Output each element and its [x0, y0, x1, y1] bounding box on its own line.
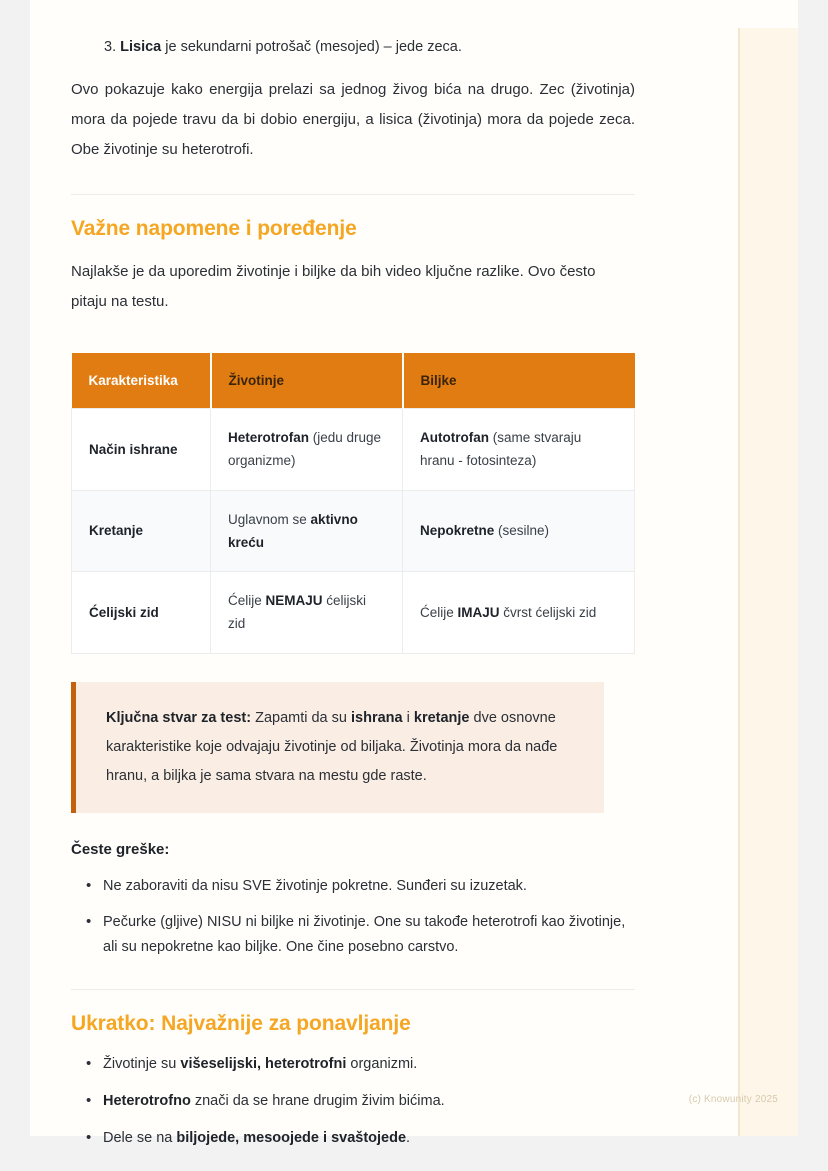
- callout-text-1: Zapamti da su: [251, 709, 351, 726]
- table-cell-plants: [403, 409, 635, 490]
- table-cell-plants: [403, 490, 635, 571]
- section-title-summary: Ukratko: Najvažnije za ponavljanje: [71, 1012, 411, 1036]
- table-cell-characteristic: Ćelijski zid: [72, 572, 211, 653]
- callout-text-2: i: [402, 709, 414, 726]
- summary-list: [71, 1052, 635, 1151]
- callout-lead-bold: Ključna stvar za test:: [106, 709, 252, 726]
- divider-above-summary: [71, 989, 635, 990]
- table-header-animals: Životinje: [211, 353, 403, 409]
- table-cell-animals: [211, 409, 403, 490]
- callout-text-3: dve osnovne karakteristike koje odvajaju životinje od biljaka. Životinja mora da nađe hranu, a biljka je sama stvara na mestu gde raste.: [106, 709, 558, 784]
- list-item: • Ne zaboraviti da nisu SVE životinje pokretne. Sunđeri su izuzetak.: [101, 874, 635, 899]
- item-post: .: [406, 1130, 411, 1147]
- item-pre: Dele se na: [103, 1130, 177, 1147]
- table-head: [72, 353, 635, 409]
- item-post: organizmi.: [346, 1056, 418, 1073]
- cell-emphasis: Nepokretne: [420, 523, 495, 539]
- table-cell-characteristic: Kretanje: [72, 490, 211, 571]
- compare-lead-paragraph: Najlakše je da uporedim životinje i biljke da bih video ključne razlike. Ovo često pitaju na testu.: [71, 263, 596, 311]
- item-bold: višeselijski, heterotrofni: [180, 1056, 347, 1073]
- cell-emphasis: aktivno kreću: [228, 511, 358, 550]
- divider-above-compare: [71, 194, 635, 195]
- document-content: [71, 0, 635, 1163]
- list-item: • Pečurke (gljive) NISU ni biljke ni životinje. One su takođe heterotrofi kao životinje, ali su nepokretne kao biljke. One čine posebno carstvo.: [101, 910, 635, 960]
- subsection-title-mistakes: Česte greške:: [71, 840, 170, 858]
- table-row: [72, 490, 635, 571]
- list-item-rest: je sekundarni potrošač (mesojed) – jede zeca.: [161, 39, 462, 55]
- item-bold: Heterotrofno: [103, 1093, 191, 1110]
- callout-bold-2: kretanje: [413, 709, 470, 726]
- section-title-compare: Važne napomene i poređenje: [71, 217, 357, 241]
- cell-text-pre: Uglavnom se: [228, 511, 311, 527]
- document-page: [30, 0, 798, 1147]
- list-item: [101, 1126, 635, 1151]
- table-header-plants: Biljke: [403, 353, 635, 409]
- table-row: [72, 409, 635, 490]
- cell-text-pre: Ćelije: [420, 604, 458, 620]
- cell-emphasis: NEMAJU: [265, 593, 323, 609]
- cell-text: čvrst ćelijski zid: [499, 604, 597, 620]
- list-item: [101, 1089, 635, 1114]
- cell-text: (same stvaraju hranu - fotosinteza): [420, 430, 582, 469]
- item-post: znači da se hrane drugim živim bićima.: [190, 1093, 445, 1110]
- decorative-right-band: [738, 28, 798, 1136]
- cell-text: ćelijski zid: [228, 593, 367, 632]
- cell-text: (sesilne): [494, 523, 550, 539]
- comparison-table: [71, 353, 635, 653]
- mistakes-list: [71, 874, 635, 961]
- cell-emphasis: IMAJU: [457, 604, 500, 620]
- callout-bold-1: ishrana: [351, 709, 403, 726]
- cell-emphasis: Autotrofan: [420, 430, 489, 446]
- cell-text: (jedu druge organizme): [228, 430, 382, 469]
- list-item-number: 3.: [104, 39, 117, 55]
- item-pre: Životinje su: [103, 1056, 181, 1073]
- watermark-copyright: (c) Knowunity 2025: [688, 1094, 778, 1105]
- intro-paragraph: Ovo pokazuje kako energija prelazi sa jednog živog bića na drugo. Zec (životinja) mora da pojede travu da bi dobio energiju, a lisica (životinja) mora da pojede zeca. Obe životinje su heterotrofi.: [71, 81, 635, 159]
- table-row: [72, 572, 635, 653]
- list-item: [101, 1052, 635, 1077]
- table-header-row: [72, 353, 635, 409]
- ordered-list-item-3: [71, 0, 635, 59]
- table-cell-animals: [211, 572, 403, 653]
- key-takeaway-callout: [71, 682, 604, 813]
- table-header-characteristic: Karakteristika: [72, 353, 211, 409]
- cell-emphasis: Heterotrofan: [228, 430, 310, 446]
- table-cell-animals: [211, 490, 403, 571]
- callout-text: [106, 704, 578, 791]
- table-cell-characteristic: Način ishrane: [72, 409, 211, 490]
- item-bold: biljojede, mesoojede i svaštojede: [176, 1130, 407, 1147]
- table-body: [72, 409, 635, 653]
- cell-text-pre: Ćelije: [228, 593, 266, 609]
- table-cell-plants: [403, 572, 635, 653]
- list-item-bold: Lisica: [120, 39, 162, 55]
